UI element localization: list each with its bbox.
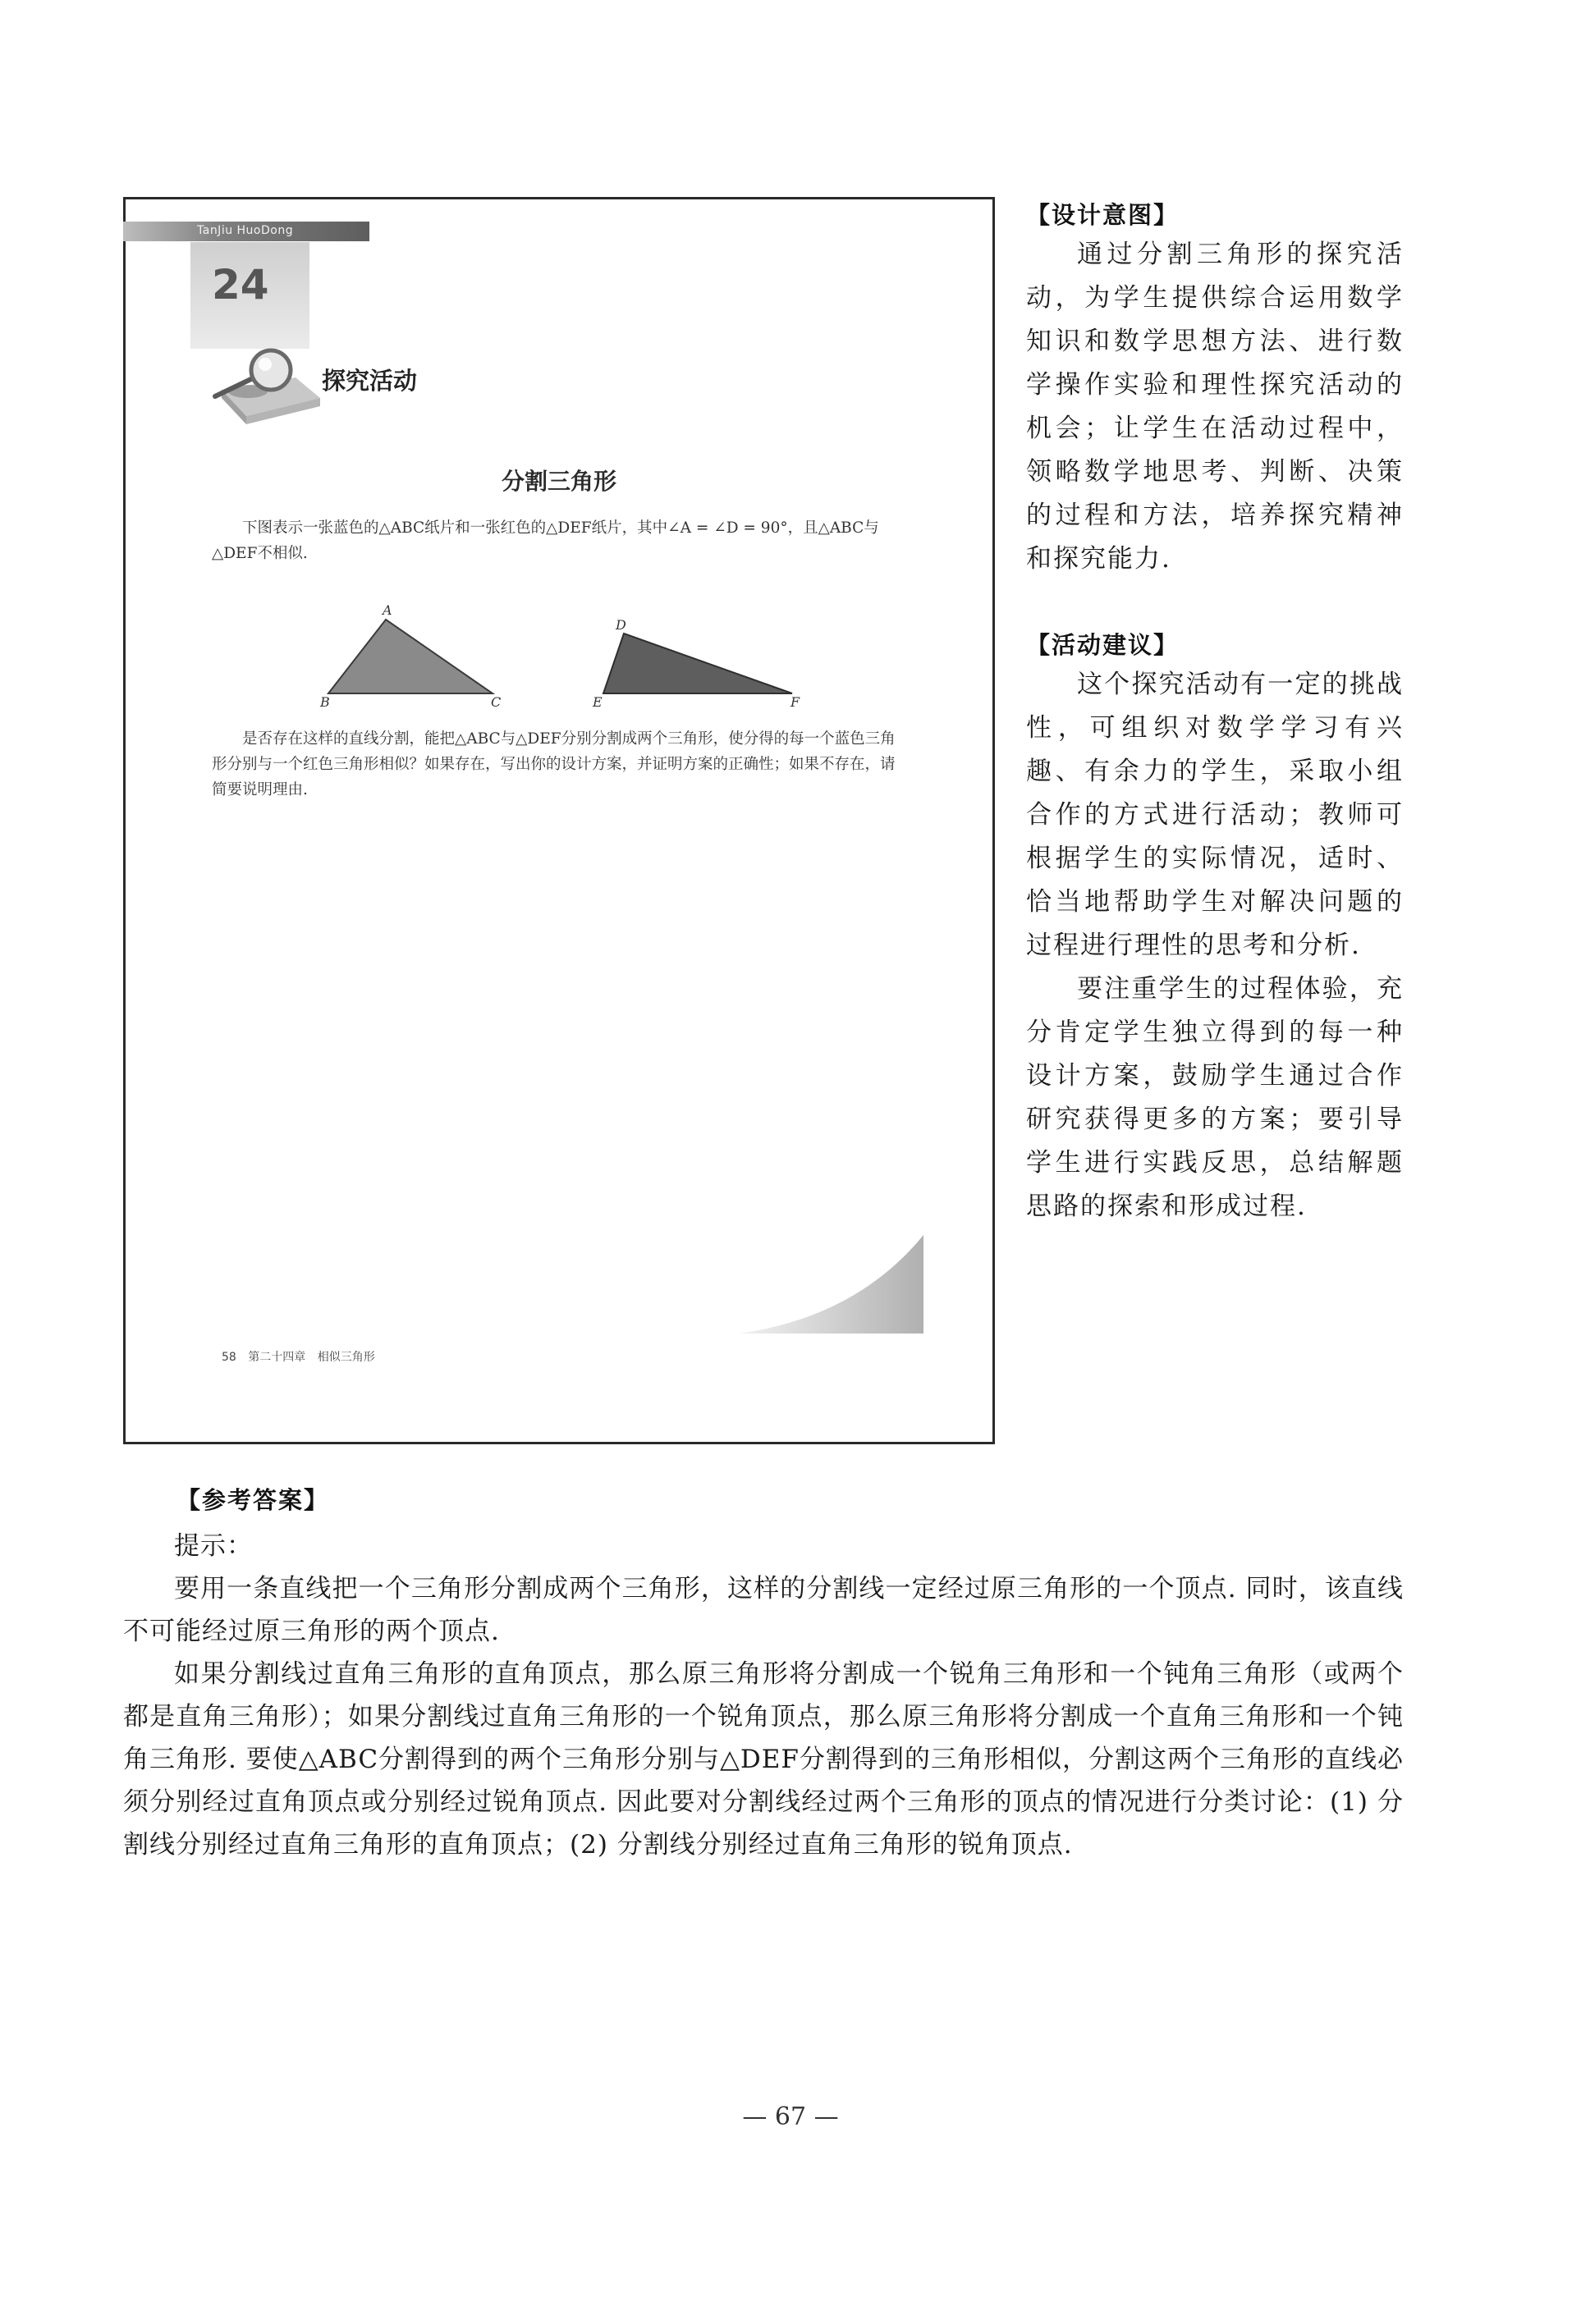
chapter-number: 24 [212,261,269,309]
answer-paragraph-1: 要用一条直线把一个三角形分割成两个三角形，这样的分割线一定经过原三角形的一个顶点. 同时，该直线不可能经过原三角形的两个顶点. [123,1574,1404,1646]
footer-page-number: 58 [222,1351,236,1364]
label-c: C [491,694,502,710]
design-intent-heading: 【设计意图】 [1026,201,1180,229]
footer-chapter: 第二十四章 [248,1351,306,1364]
footer-title: 相似三角形 [317,1351,375,1364]
activity-title: 分割三角形 [501,468,616,495]
label-f: F [790,694,800,710]
corner-decoration [739,1231,923,1338]
header-strip-text: TanJiu HuoDong [197,224,294,237]
triangle-abc [328,620,493,693]
label-a: A [383,603,392,618]
magnifier-icon [197,341,324,427]
inner-page-footer [222,1348,383,1365]
answer-paragraph-2: 如果分割线过直角三角形的直角顶点，那么原三角形将分割成一个锐角三角形和一个钝角三角形（或两个都是直角三角形）；如果分割线过直角三角形的一个锐角顶点，那么原三角形将分割成一个直角三角形和一个钝角三角形. 要使△ABC分割得到的两个三角形分别与△DEF分割得到的三角形相似，分割这两个三角形的直线必须分别经过直角顶点或分别经过锐角顶点. 因此要对分割线经过两个三角形的顶点的情况进行分类讨论：(1) 分割线分别经过直角三角形的直角顶点；(2) 分割线分别经过直角三角形的锐角顶点. [123,1659,1404,1860]
section-label: 探究活动 [322,367,418,395]
design-intent-text [1026,233,1404,581]
reference-answer-heading: 【参考答案】 [176,1486,330,1514]
label-b: B [320,694,330,710]
triangle-def [603,634,792,693]
reference-answer-body [123,1525,1404,1866]
label-e: E [593,694,603,710]
hint-label: 提示： [174,1531,253,1561]
triangles-figure [304,603,821,714]
activity-suggestion-paragraph-1: 这个探究活动有一定的挑战性，可组织对数学学习有兴趣、有余力的学生，采取小组合作的方式进行活动；教师可根据学生的实际情况，适时、恰当地帮助学生对解决问题的过程进行理性的思考和分析. [1026,670,1404,960]
problem-question [212,726,910,803]
activity-suggestion-paragraph-2: 要注重学生的过程体验，充分肯定学生独立得到的每一种设计方案，鼓励学生通过合作研究获得更多的方案；要引导学生进行实践反思，总结解题思路的探索和形成过程. [1026,974,1404,1221]
activity-suggestion-text [1026,663,1404,1228]
page-number: — 67 — [742,2102,839,2131]
activity-suggestion-heading: 【活动建议】 [1026,631,1180,659]
problem-text-1: 下图表示一张蓝色的△ABC纸片和一张红色的△DEF纸片，其中∠A = ∠D = 90°，且△ABC与△DEF不相似. [212,519,879,562]
label-d: D [616,617,626,633]
design-intent-paragraph: 通过分割三角形的探究活动，为学生提供综合运用数学知识和数学思想方法、进行数学操作实验和理性探究活动的机会；让学生在活动过程中，领略数学地思考、判断、决策的过程和方法，培养探究精神和探究能力. [1026,240,1404,574]
problem-statement [212,515,910,566]
problem-text-2: 是否存在这样的直线分割，能把△ABC与△DEF分别分割成两个三角形，使分得的每一个蓝色三角形分别与一个红色三角形相似？如果存在，写出你的设计方案，并证明方案的正确性；如果不存在，请简要说明理由. [212,730,896,798]
